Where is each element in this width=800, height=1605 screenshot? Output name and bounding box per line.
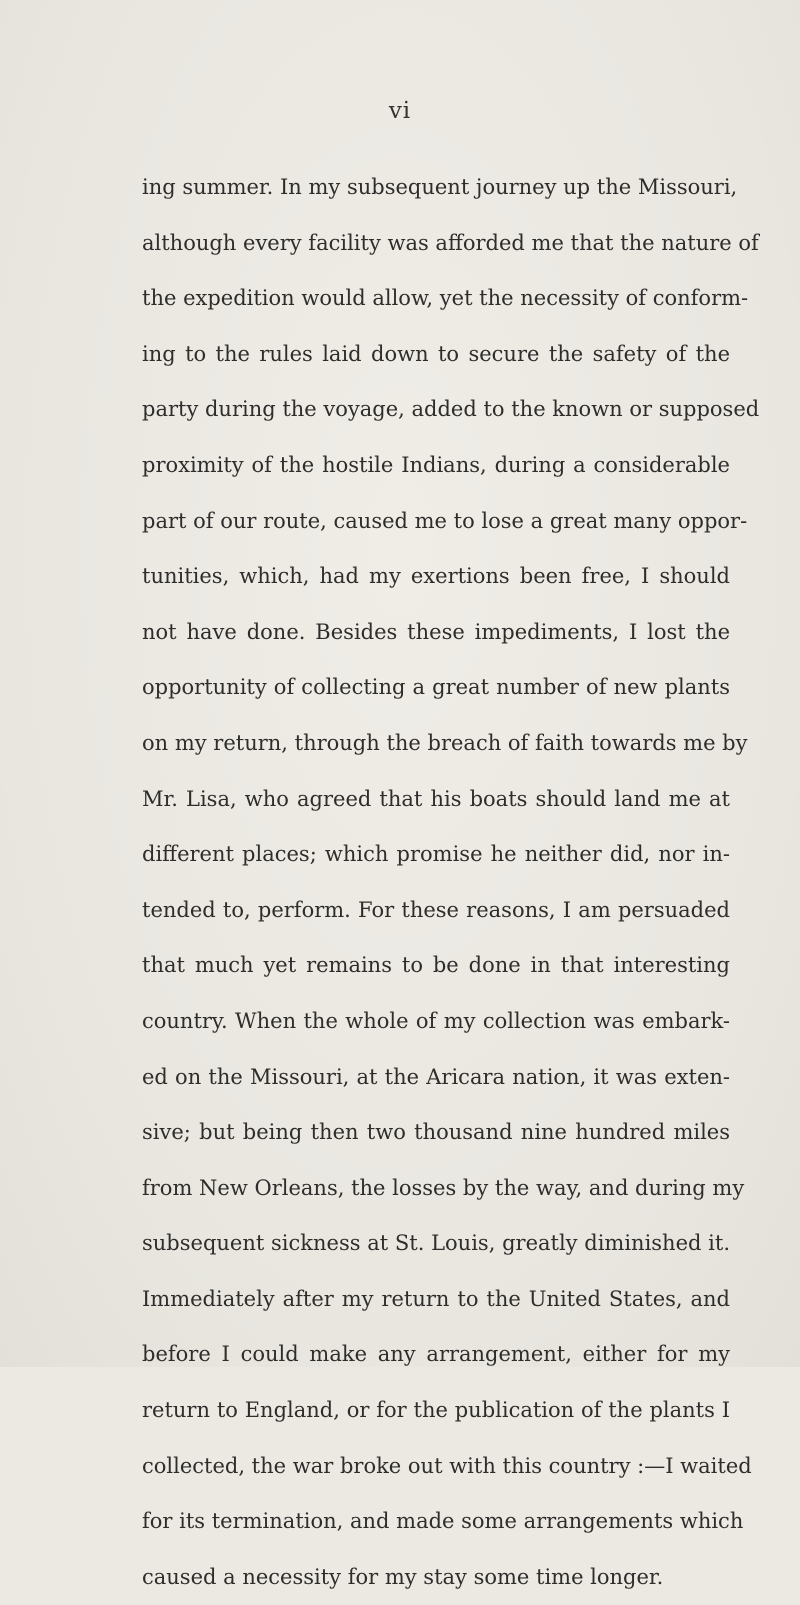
text-line-21: Immediately after my return to the United States, and <box>142 1286 730 1311</box>
text-line-18: sive; but being then two thousand nine hundred miles <box>142 1120 730 1145</box>
text-line-11: on my return, through the breach of faith towards me by <box>142 730 748 755</box>
text-line-12: Mr. Lisa, who agreed that his boats should land me at <box>142 786 730 811</box>
text-line-22: before I could make any arrangement, either for my <box>142 1342 730 1367</box>
text-line-25: for its termination, and made some arrangements which <box>142 1509 744 1534</box>
text-line-8: tunities, which, had my exertions been free, I should <box>142 564 730 589</box>
text-line-15: that much yet remains to be done in that interesting <box>142 953 730 978</box>
text-line-14: tended to, perform. For these reasons, I am persuaded <box>142 897 730 922</box>
text-line-16: country. When the whole of my collection was embark- <box>142 1008 730 1033</box>
text-line-10: opportunity of collecting a great number of new plants <box>142 675 730 700</box>
text-line-5: party during the voyage, added to the known or supposed <box>142 397 760 422</box>
text-line-9: not have done. Besides these impediments, I lost the <box>142 619 730 644</box>
text-line-23: return to England, or for the publication of the plants I <box>142 1398 730 1423</box>
text-line-6: proximity of the hostile Indians, during a considerable <box>142 452 730 477</box>
text-line-1: ing summer. In my subsequent journey up the Missouri, <box>142 175 738 199</box>
text-line-7: part of our route, caused me to lose a great many oppor- <box>142 508 748 533</box>
text-line-2: although every facility was afforded me that the nature of <box>142 230 759 255</box>
text-line-19: from New Orleans, the losses by the way, and during my <box>142 1175 745 1200</box>
text-line-4: ing to the rules laid down to secure the safety of the <box>142 341 730 366</box>
text-line-26: caused a necessity for my stay some time longer. <box>142 1564 664 1589</box>
page-number: vi <box>388 98 412 124</box>
body-text <box>142 160 760 1605</box>
text-line-24: collected, the war broke out with this country :—I waited <box>142 1453 752 1478</box>
text-line-20: subsequent sickness at St. Louis, greatly diminished it. <box>142 1231 730 1256</box>
text-line-13: different places; which promise he neither did, nor in- <box>142 842 730 867</box>
text-line-17: ed on the Missouri, at the Aricara nation, it was exten- <box>142 1064 730 1089</box>
text-line-3: the expedition would allow, yet the necessity of conform- <box>142 286 749 311</box>
